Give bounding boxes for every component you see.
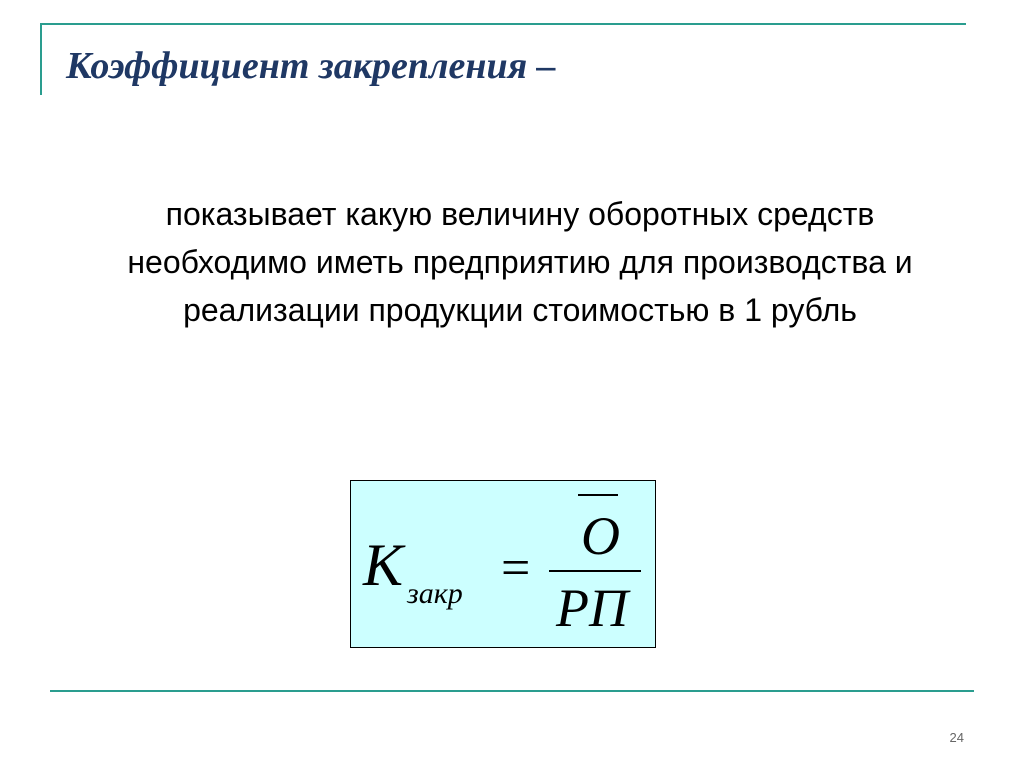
formula-numerator: O — [581, 506, 620, 566]
definition-text: показывает какую величину оборотных средств необходимо иметь предприятию для производства и реализации продукции стоимостью в 1 рубль — [127, 196, 913, 328]
bottom-horizontal-rule — [50, 690, 974, 692]
fraction-bar — [549, 570, 641, 572]
formula-denominator: РП — [556, 578, 628, 638]
formula-symbol: K — [363, 532, 404, 598]
slide-title: Коэффициент закрепления – — [66, 45, 556, 87]
top-horizontal-rule — [40, 23, 966, 25]
top-left-vertical-rule — [40, 23, 42, 95]
formula-subscript: закр — [407, 577, 463, 610]
formula-equals-sign: = — [501, 540, 531, 597]
numerator-overline — [578, 494, 618, 496]
page-number: 24 — [949, 730, 964, 745]
formula-box — [350, 480, 656, 648]
